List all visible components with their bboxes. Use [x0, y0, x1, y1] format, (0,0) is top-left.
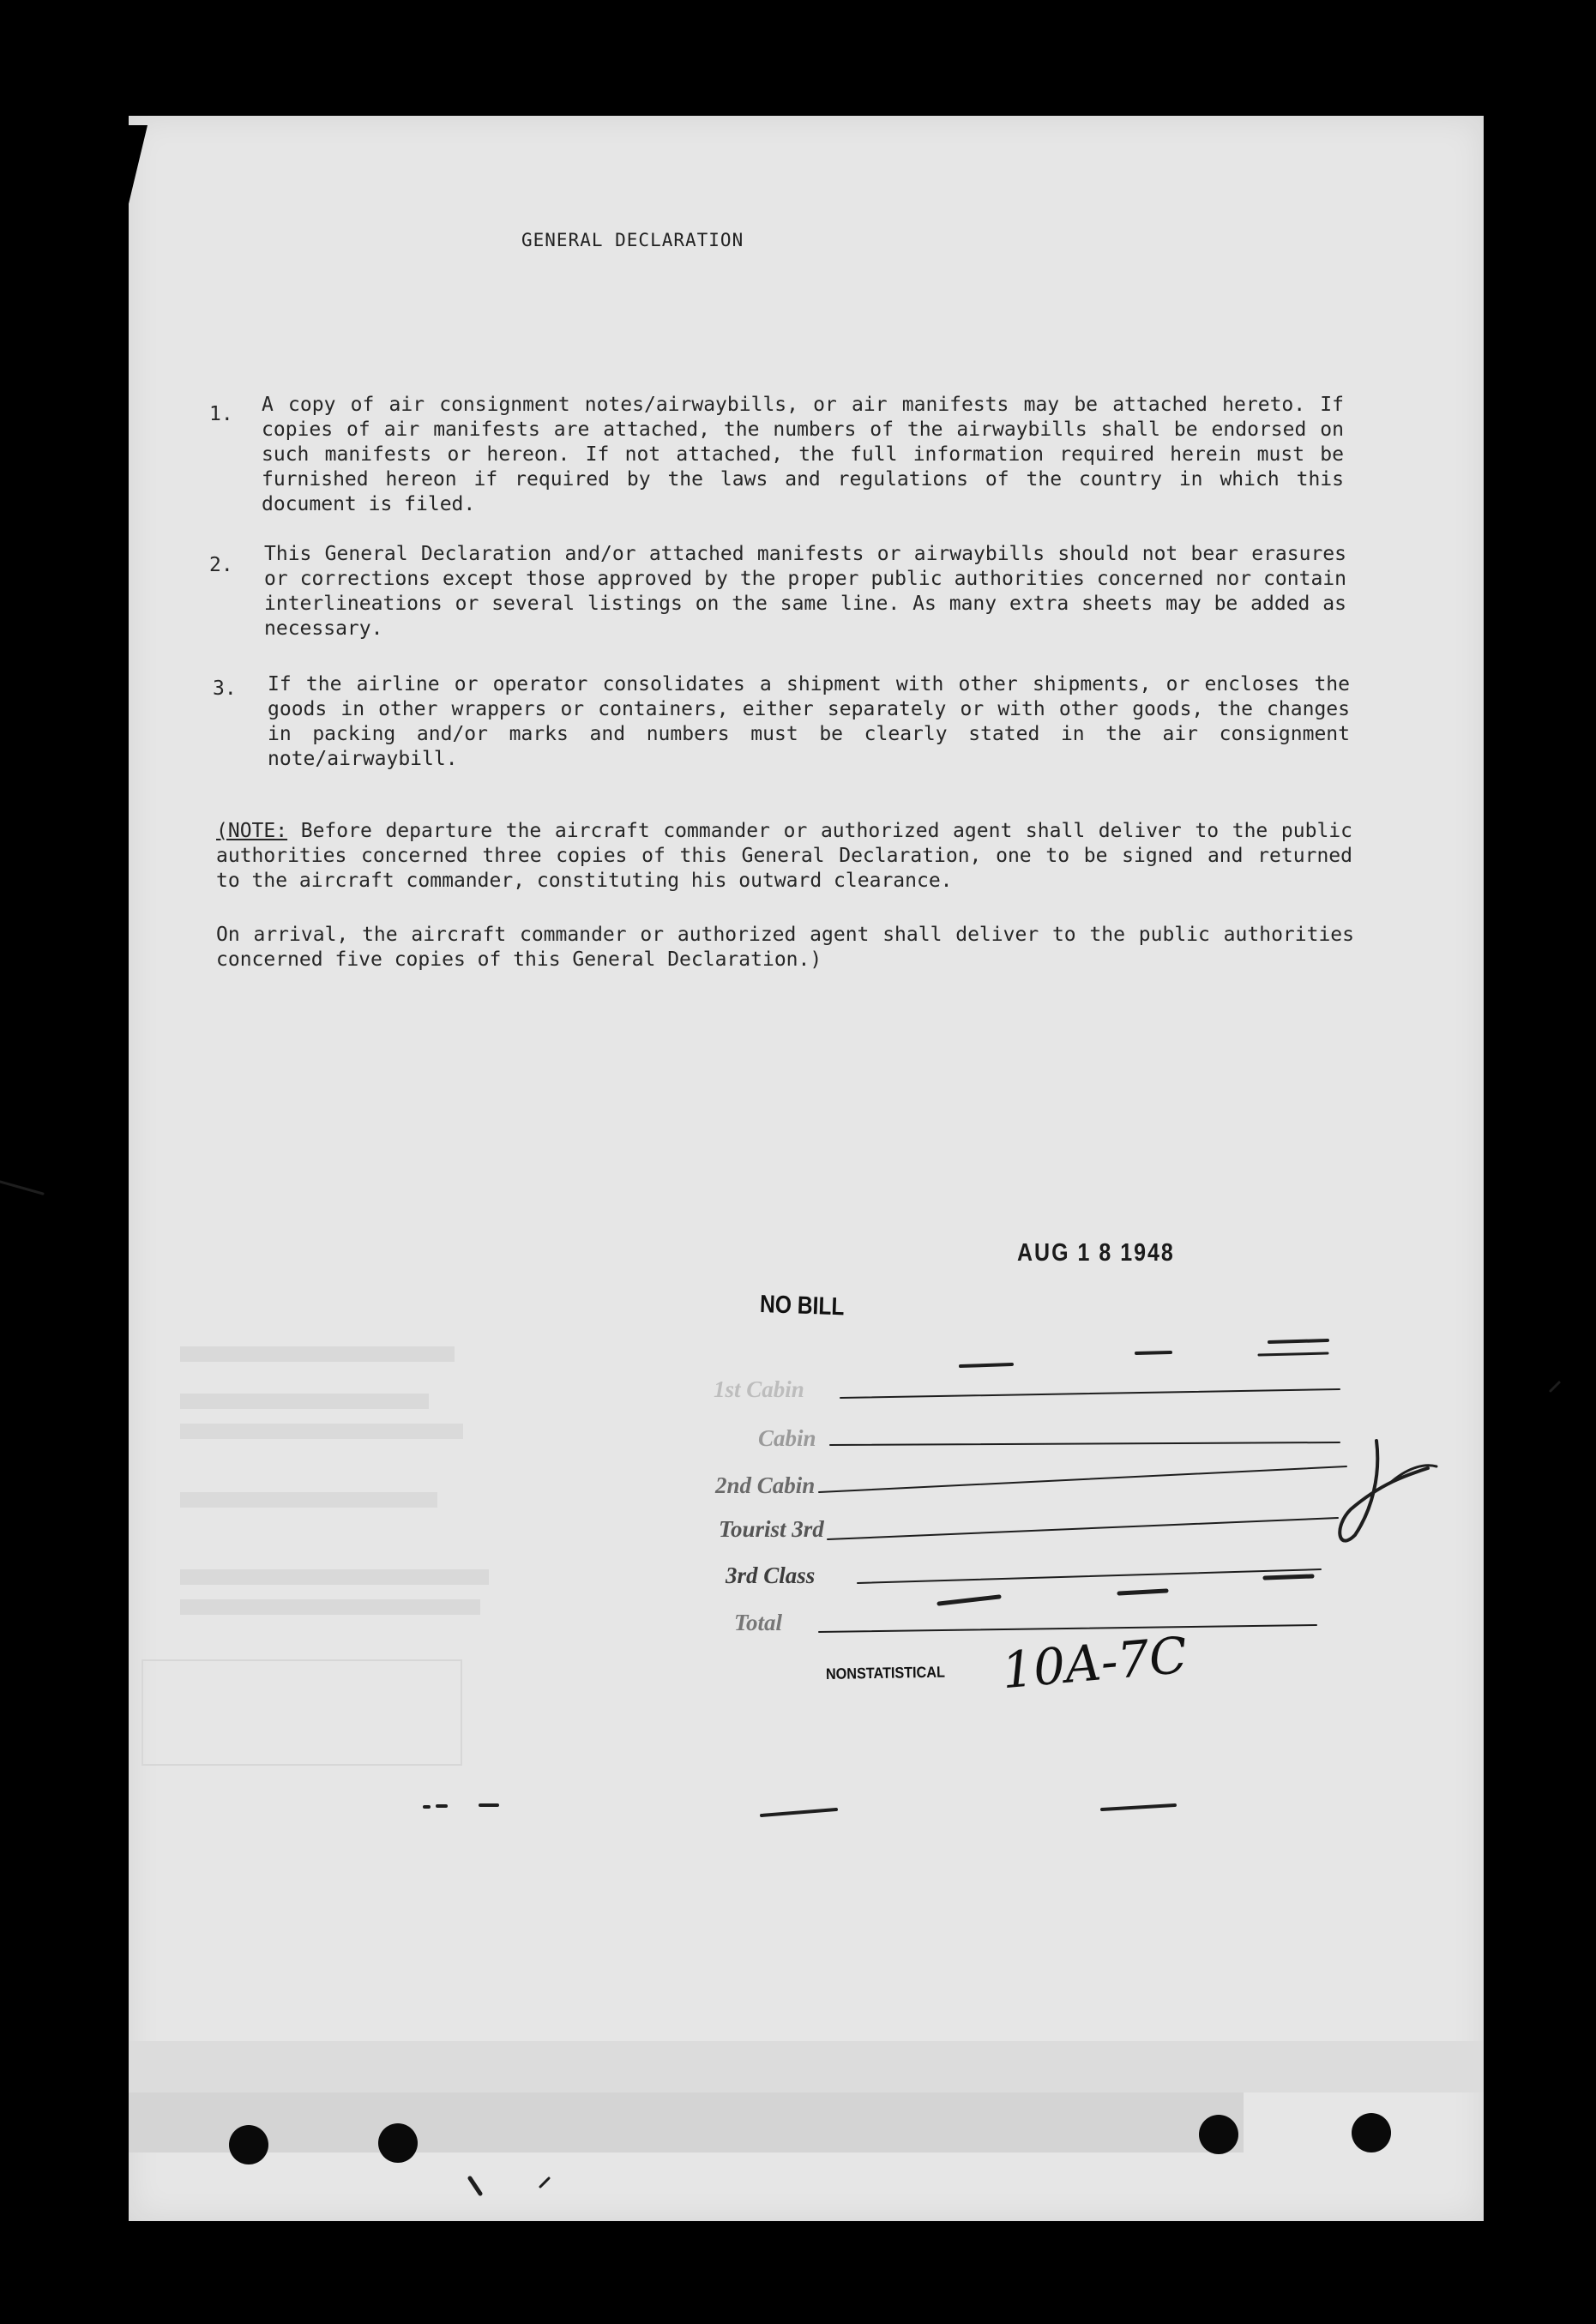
page-title: GENERAL DECLARATION — [521, 230, 744, 250]
class-label: 1st Cabin — [714, 1376, 804, 1402]
date-stamp: AUG 1 8 1948 — [1017, 1238, 1175, 1267]
punch-hole — [1352, 2113, 1391, 2152]
item-text: A copy of air consignment notes/airwaybills, or air manifests may be attached hereto. If copies of air manifests are attached, the numbers of the airwaybills shall be endorsed on such manifests or hereon. If not attached, the full information required herein must be furnished hereon if required by the laws and regulations of the country in which this document is filed. — [262, 394, 1344, 515]
class-label: Cabin — [758, 1425, 816, 1451]
class-label: Total — [734, 1610, 783, 1635]
nonstatistical-stamp: NONSTATISTICAL — [825, 1663, 946, 1683]
item-text: This General Declaration and/or attached manifests or airwaybills should not bear erasures or corrections except those approved by the proper public authorities concerned nor contain interlineations or several listings on the same line. As many extra sheets may be added as necessary. — [264, 543, 1346, 640]
class-label: 3rd Class — [726, 1562, 816, 1588]
note-text: Before departure the aircraft commander or authorized agent shall deliver to the public authorities concerned three copies of this General Declaration, one to be signed and returned to the aircraft commander, constituting his outward clearance. — [216, 820, 1352, 892]
class-label: 2nd Cabin — [715, 1472, 816, 1498]
punch-hole — [1199, 2115, 1238, 2154]
no-bill-stamp: NO BILL — [759, 1291, 846, 1322]
note-label: (NOTE: — [216, 820, 288, 842]
item-number: 1. — [209, 403, 233, 425]
handwritten-code: 10A-7C — [999, 1625, 1190, 1701]
punch-hole — [378, 2123, 418, 2163]
punch-hole — [229, 2125, 268, 2164]
item-number: 3. — [213, 677, 237, 700]
item-text: If the airline or operator consolidates a shipment with other shipments, or encloses the goods in other wrappers or containers, either separately or with other goods, the changes in packing and/or marks and numbers must be clearly stated in the air consignment note/airwaybill. — [268, 673, 1350, 770]
arrival-paragraph: On arrival, the aircraft commander or authorized agent shall deliver to the public authorities concerned five copies of this General Declaration.) — [216, 924, 1354, 971]
item-number: 2. — [209, 554, 233, 576]
class-label: Tourist 3rd — [719, 1516, 824, 1542]
